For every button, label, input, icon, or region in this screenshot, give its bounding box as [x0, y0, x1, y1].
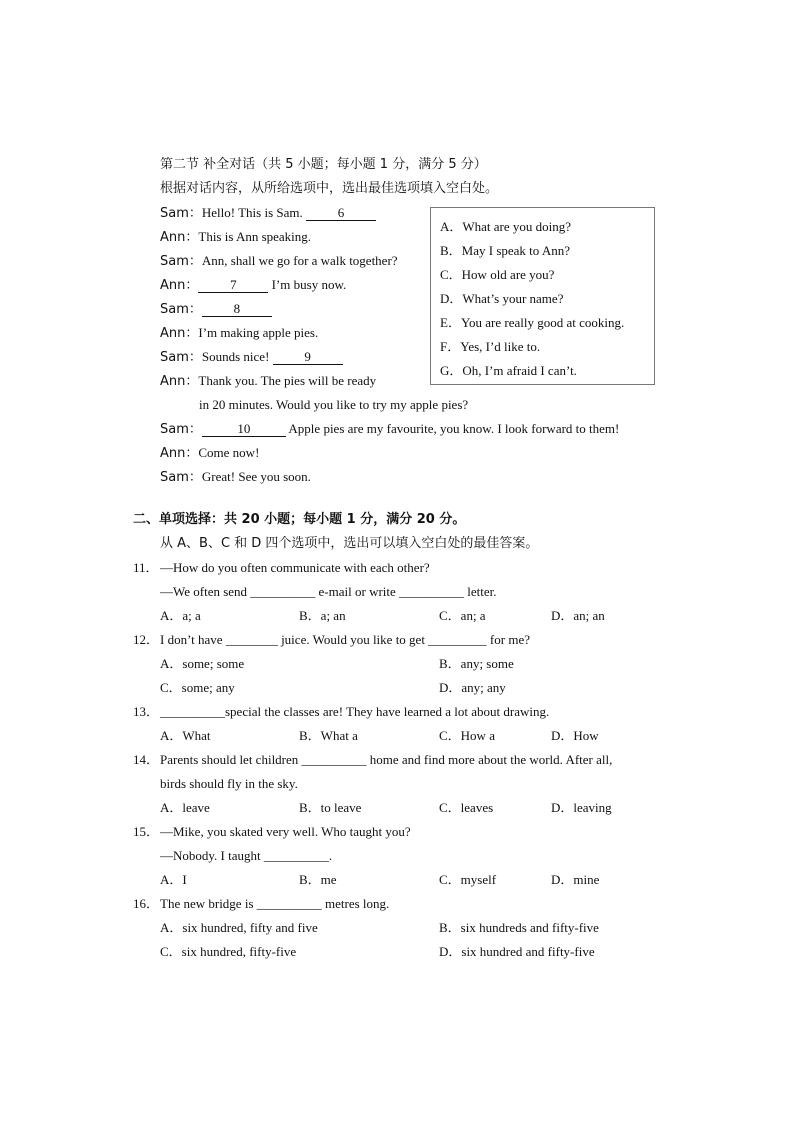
answer-option[interactable]: D．any; any: [439, 680, 506, 695]
dialogue-line: [160, 277, 346, 294]
dialogue-text: This is Ann speaking.: [198, 229, 312, 244]
question-number: 15．: [133, 824, 160, 839]
option-e[interactable]: E．You are really good at cooking.: [440, 315, 625, 330]
question-text: —How do you often communicate with each other?: [160, 560, 430, 575]
blank-7[interactable]: 7: [198, 278, 268, 293]
blank-6[interactable]: 6: [306, 206, 376, 221]
answer-option[interactable]: B．a; an: [299, 608, 346, 623]
speaker: Ann：: [160, 374, 199, 389]
options-box: [430, 207, 655, 385]
question-text: birds should fly in the sky.: [160, 776, 298, 791]
answer-option[interactable]: C．leaves: [439, 800, 494, 815]
answer-option[interactable]: D．mine: [551, 872, 600, 887]
question-number: 13．: [133, 704, 160, 719]
dialogue-text: Apple pies are my favourite, you know. I look forward to them!: [285, 421, 620, 436]
dialogue-line: [160, 301, 272, 318]
dialogue-line: [160, 469, 311, 486]
answer-option[interactable]: A．I: [160, 872, 187, 887]
speaker: Ann：: [160, 446, 199, 461]
option-g[interactable]: G．Oh, I’m afraid I can’t.: [440, 363, 577, 378]
answer-option[interactable]: A．six hundred, fifty and five: [160, 920, 318, 935]
answer-option[interactable]: B．What a: [299, 728, 358, 743]
dialogue-text: Great! See you soon.: [201, 469, 311, 484]
answer-option[interactable]: C．myself: [439, 872, 497, 887]
question-number: 11．: [133, 560, 159, 575]
question-text: —Nobody. I taught __________.: [160, 848, 333, 863]
blank-8[interactable]: 8: [202, 302, 272, 317]
option-a[interactable]: A．What are you doing?: [440, 219, 572, 234]
section-title: 第二节 补全对话（共 5 小题；每小题 1 分，满分 5 分）: [160, 157, 487, 172]
dialogue-line: [160, 373, 376, 390]
dialogue-text: Sounds nice!: [201, 349, 273, 364]
dialogue-line: [160, 445, 259, 462]
answer-option[interactable]: A．a; a: [160, 608, 201, 623]
answer-option[interactable]: B．me: [299, 872, 337, 887]
answer-option[interactable]: D．leaving: [551, 800, 612, 815]
answer-option[interactable]: D．How: [551, 728, 599, 743]
dialogue-text: I’m making apple pies.: [198, 325, 319, 340]
speaker: Sam：: [160, 422, 202, 437]
option-f[interactable]: F．Yes, I’d like to.: [440, 339, 541, 354]
speaker: Ann：: [160, 278, 199, 293]
question-number: 14．: [133, 752, 160, 767]
speaker: Sam：: [160, 302, 202, 317]
part-instruction: 从 A、B、C 和 D 四个选项中，选出可以填入空白处的最佳答案。: [160, 536, 539, 551]
question-text: —We often send __________ e-mail or write __________ letter.: [160, 584, 497, 599]
speaker: Ann：: [160, 326, 199, 341]
option-b[interactable]: B．May I speak to Ann?: [440, 243, 570, 258]
option-d[interactable]: D．What’s your name?: [440, 291, 564, 306]
dialogue-line: [160, 349, 343, 366]
speaker: Sam：: [160, 470, 202, 485]
question-text: __________special the classes are! They have learned a lot about drawing.: [160, 704, 550, 719]
blank-10[interactable]: 10: [202, 422, 286, 437]
question-text: —Mike, you skated very well. Who taught you?: [160, 824, 411, 839]
answer-option[interactable]: A．leave: [160, 800, 210, 815]
answer-option[interactable]: A．What: [160, 728, 211, 743]
dialogue-line: [160, 205, 376, 222]
dialogue-line: [160, 421, 619, 438]
speaker: Sam：: [160, 350, 202, 365]
answer-option[interactable]: D．six hundred and fifty-five: [439, 944, 595, 959]
answer-option[interactable]: D．an; an: [551, 608, 605, 623]
answer-option[interactable]: B．any; some: [439, 656, 514, 671]
answer-option[interactable]: B．to leave: [299, 800, 362, 815]
option-c[interactable]: C．How old are you?: [440, 267, 555, 282]
answer-option[interactable]: C．an; a: [439, 608, 486, 623]
speaker: Sam：: [160, 206, 202, 221]
dialogue-text: I’m busy now.: [268, 277, 347, 292]
question-number: 12．: [133, 632, 160, 647]
speaker: Sam：: [160, 254, 202, 269]
answer-option[interactable]: C．How a: [439, 728, 495, 743]
dialogue-text: Ann, shall we go for a walk together?: [201, 253, 398, 268]
dialogue-text: Come now!: [198, 445, 260, 460]
speaker: Ann：: [160, 230, 199, 245]
dialogue-text: Hello! This is Sam.: [201, 205, 307, 220]
question-number: 16．: [133, 896, 160, 911]
dialogue-line: [160, 253, 398, 270]
answer-option[interactable]: A．some; some: [160, 656, 245, 671]
dialogue-line: [160, 325, 318, 342]
answer-option[interactable]: C．some; any: [160, 680, 235, 695]
section-instruction: 根据对话内容，从所给选项中，选出最佳选项填入空白处。: [160, 181, 499, 196]
dialogue-text: in 20 minutes. Would you like to try my apple pies?: [199, 397, 469, 412]
dialogue-text: Thank you. The pies will be ready: [198, 373, 377, 388]
question-text: I don’t have ________ juice. Would you like to get _________ for me?: [160, 632, 530, 647]
part-title: 二、单项选择：共 20 小题；每小题 1 分，满分 20 分。: [133, 512, 466, 527]
question-text: Parents should let children __________ home and find more about the world. After all,: [160, 752, 613, 767]
question-text: The new bridge is __________ metres long.: [160, 896, 390, 911]
blank-9[interactable]: 9: [273, 350, 343, 365]
dialogue-line: [160, 229, 311, 246]
answer-option[interactable]: B．six hundreds and fifty-five: [439, 920, 599, 935]
dialogue-line: [199, 397, 468, 413]
answer-option[interactable]: C．six hundred, fifty-five: [160, 944, 297, 959]
